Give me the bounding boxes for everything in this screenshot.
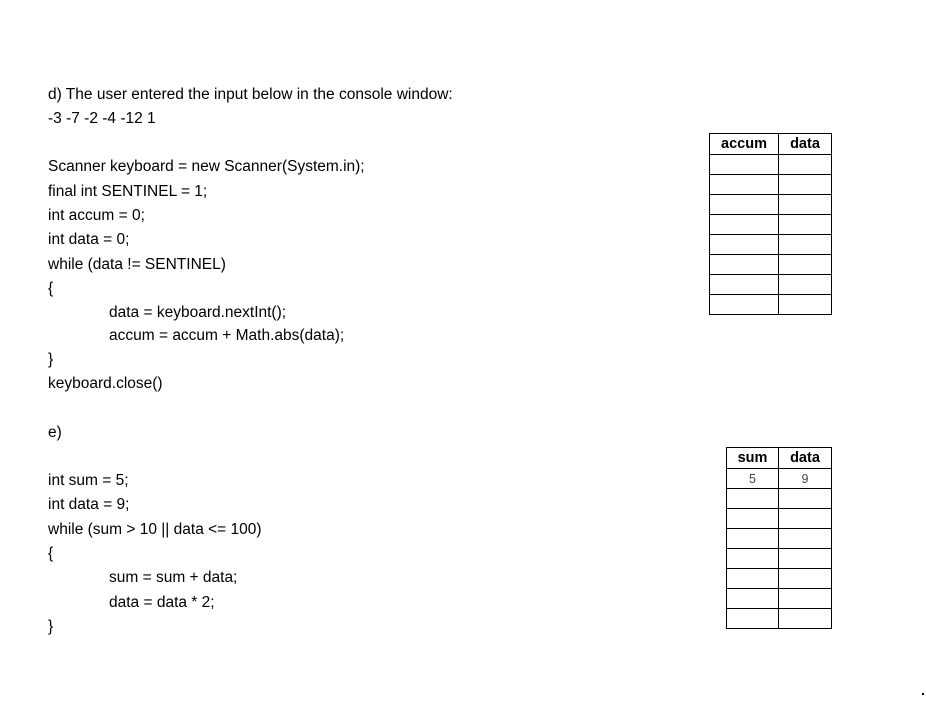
column-header-data: data <box>779 448 832 469</box>
table-cell[interactable] <box>727 609 779 629</box>
table-cell[interactable] <box>779 195 832 215</box>
table-cell[interactable] <box>710 235 779 255</box>
table-cell[interactable] <box>710 275 779 295</box>
table-cell[interactable] <box>727 509 779 529</box>
table-row <box>710 255 832 275</box>
table-cell[interactable] <box>779 215 832 235</box>
table-cell[interactable] <box>710 175 779 195</box>
table-cell[interactable] <box>727 589 779 609</box>
table-cell[interactable] <box>779 255 832 275</box>
table-row <box>727 469 832 489</box>
table-row <box>710 155 832 175</box>
part-e-heading: e) <box>48 424 62 441</box>
code-line: { <box>48 545 54 562</box>
trace-table-d <box>709 133 832 315</box>
code-line: { <box>48 280 54 297</box>
table-row <box>727 509 832 529</box>
code-line: int data = 9; <box>48 496 130 513</box>
table-cell[interactable] <box>710 295 779 315</box>
table-row <box>727 569 832 589</box>
table-row <box>727 609 832 629</box>
code-line: keyboard.close() <box>48 375 163 392</box>
code-line: data = data * 2; <box>109 594 215 611</box>
table-row <box>710 235 832 255</box>
column-header-data: data <box>779 134 832 155</box>
table-cell[interactable] <box>710 195 779 215</box>
table-row <box>710 175 832 195</box>
table-cell[interactable] <box>710 255 779 275</box>
column-header-accum: accum <box>710 134 779 155</box>
table-row <box>710 295 832 315</box>
table-row <box>727 589 832 609</box>
table-cell[interactable] <box>779 295 832 315</box>
part-d-heading: d) The user entered the input below in the console window: <box>48 86 453 103</box>
table-cell[interactable] <box>779 589 832 609</box>
code-line: data = keyboard.nextInt(); <box>109 304 287 321</box>
table-row <box>727 529 832 549</box>
table-row <box>710 195 832 215</box>
table-cell[interactable] <box>727 529 779 549</box>
table-row <box>727 549 832 569</box>
code-line: int data = 0; <box>48 231 130 248</box>
table-cell[interactable] <box>779 175 832 195</box>
column-header-sum: sum <box>727 448 779 469</box>
code-line: accum = accum + Math.abs(data); <box>109 327 345 344</box>
table-cell[interactable] <box>779 609 832 629</box>
table-cell[interactable] <box>779 529 832 549</box>
code-line: int sum = 5; <box>48 472 129 489</box>
part-d-input: -3 -7 -2 -4 -12 1 <box>48 110 156 127</box>
table-cell[interactable]: 5 <box>727 469 779 489</box>
table-cell[interactable] <box>710 215 779 235</box>
table-row <box>710 215 832 235</box>
code-line: while (sum > 10 || data <= 100) <box>48 521 262 538</box>
table-cell[interactable] <box>779 155 832 175</box>
table-cell[interactable] <box>710 155 779 175</box>
stray-dot <box>922 693 924 695</box>
code-line: int accum = 0; <box>48 207 145 224</box>
table-cell[interactable] <box>727 489 779 509</box>
table-cell[interactable] <box>779 235 832 255</box>
table-cell[interactable] <box>779 569 832 589</box>
table-cell[interactable] <box>779 549 832 569</box>
table-cell[interactable] <box>779 275 832 295</box>
table-row <box>710 275 832 295</box>
table-cell[interactable] <box>727 569 779 589</box>
code-line: sum = sum + data; <box>109 569 238 586</box>
code-line: } <box>48 618 54 635</box>
trace-table-e <box>726 447 832 629</box>
table-cell[interactable] <box>779 509 832 529</box>
code-line: Scanner keyboard = new Scanner(System.in); <box>48 158 365 175</box>
code-line: } <box>48 351 54 368</box>
code-line: final int SENTINEL = 1; <box>48 183 208 200</box>
table-cell[interactable]: 9 <box>779 469 832 489</box>
table-row <box>727 489 832 509</box>
table-cell[interactable] <box>727 549 779 569</box>
code-line: while (data != SENTINEL) <box>48 256 226 273</box>
table-cell[interactable] <box>779 489 832 509</box>
